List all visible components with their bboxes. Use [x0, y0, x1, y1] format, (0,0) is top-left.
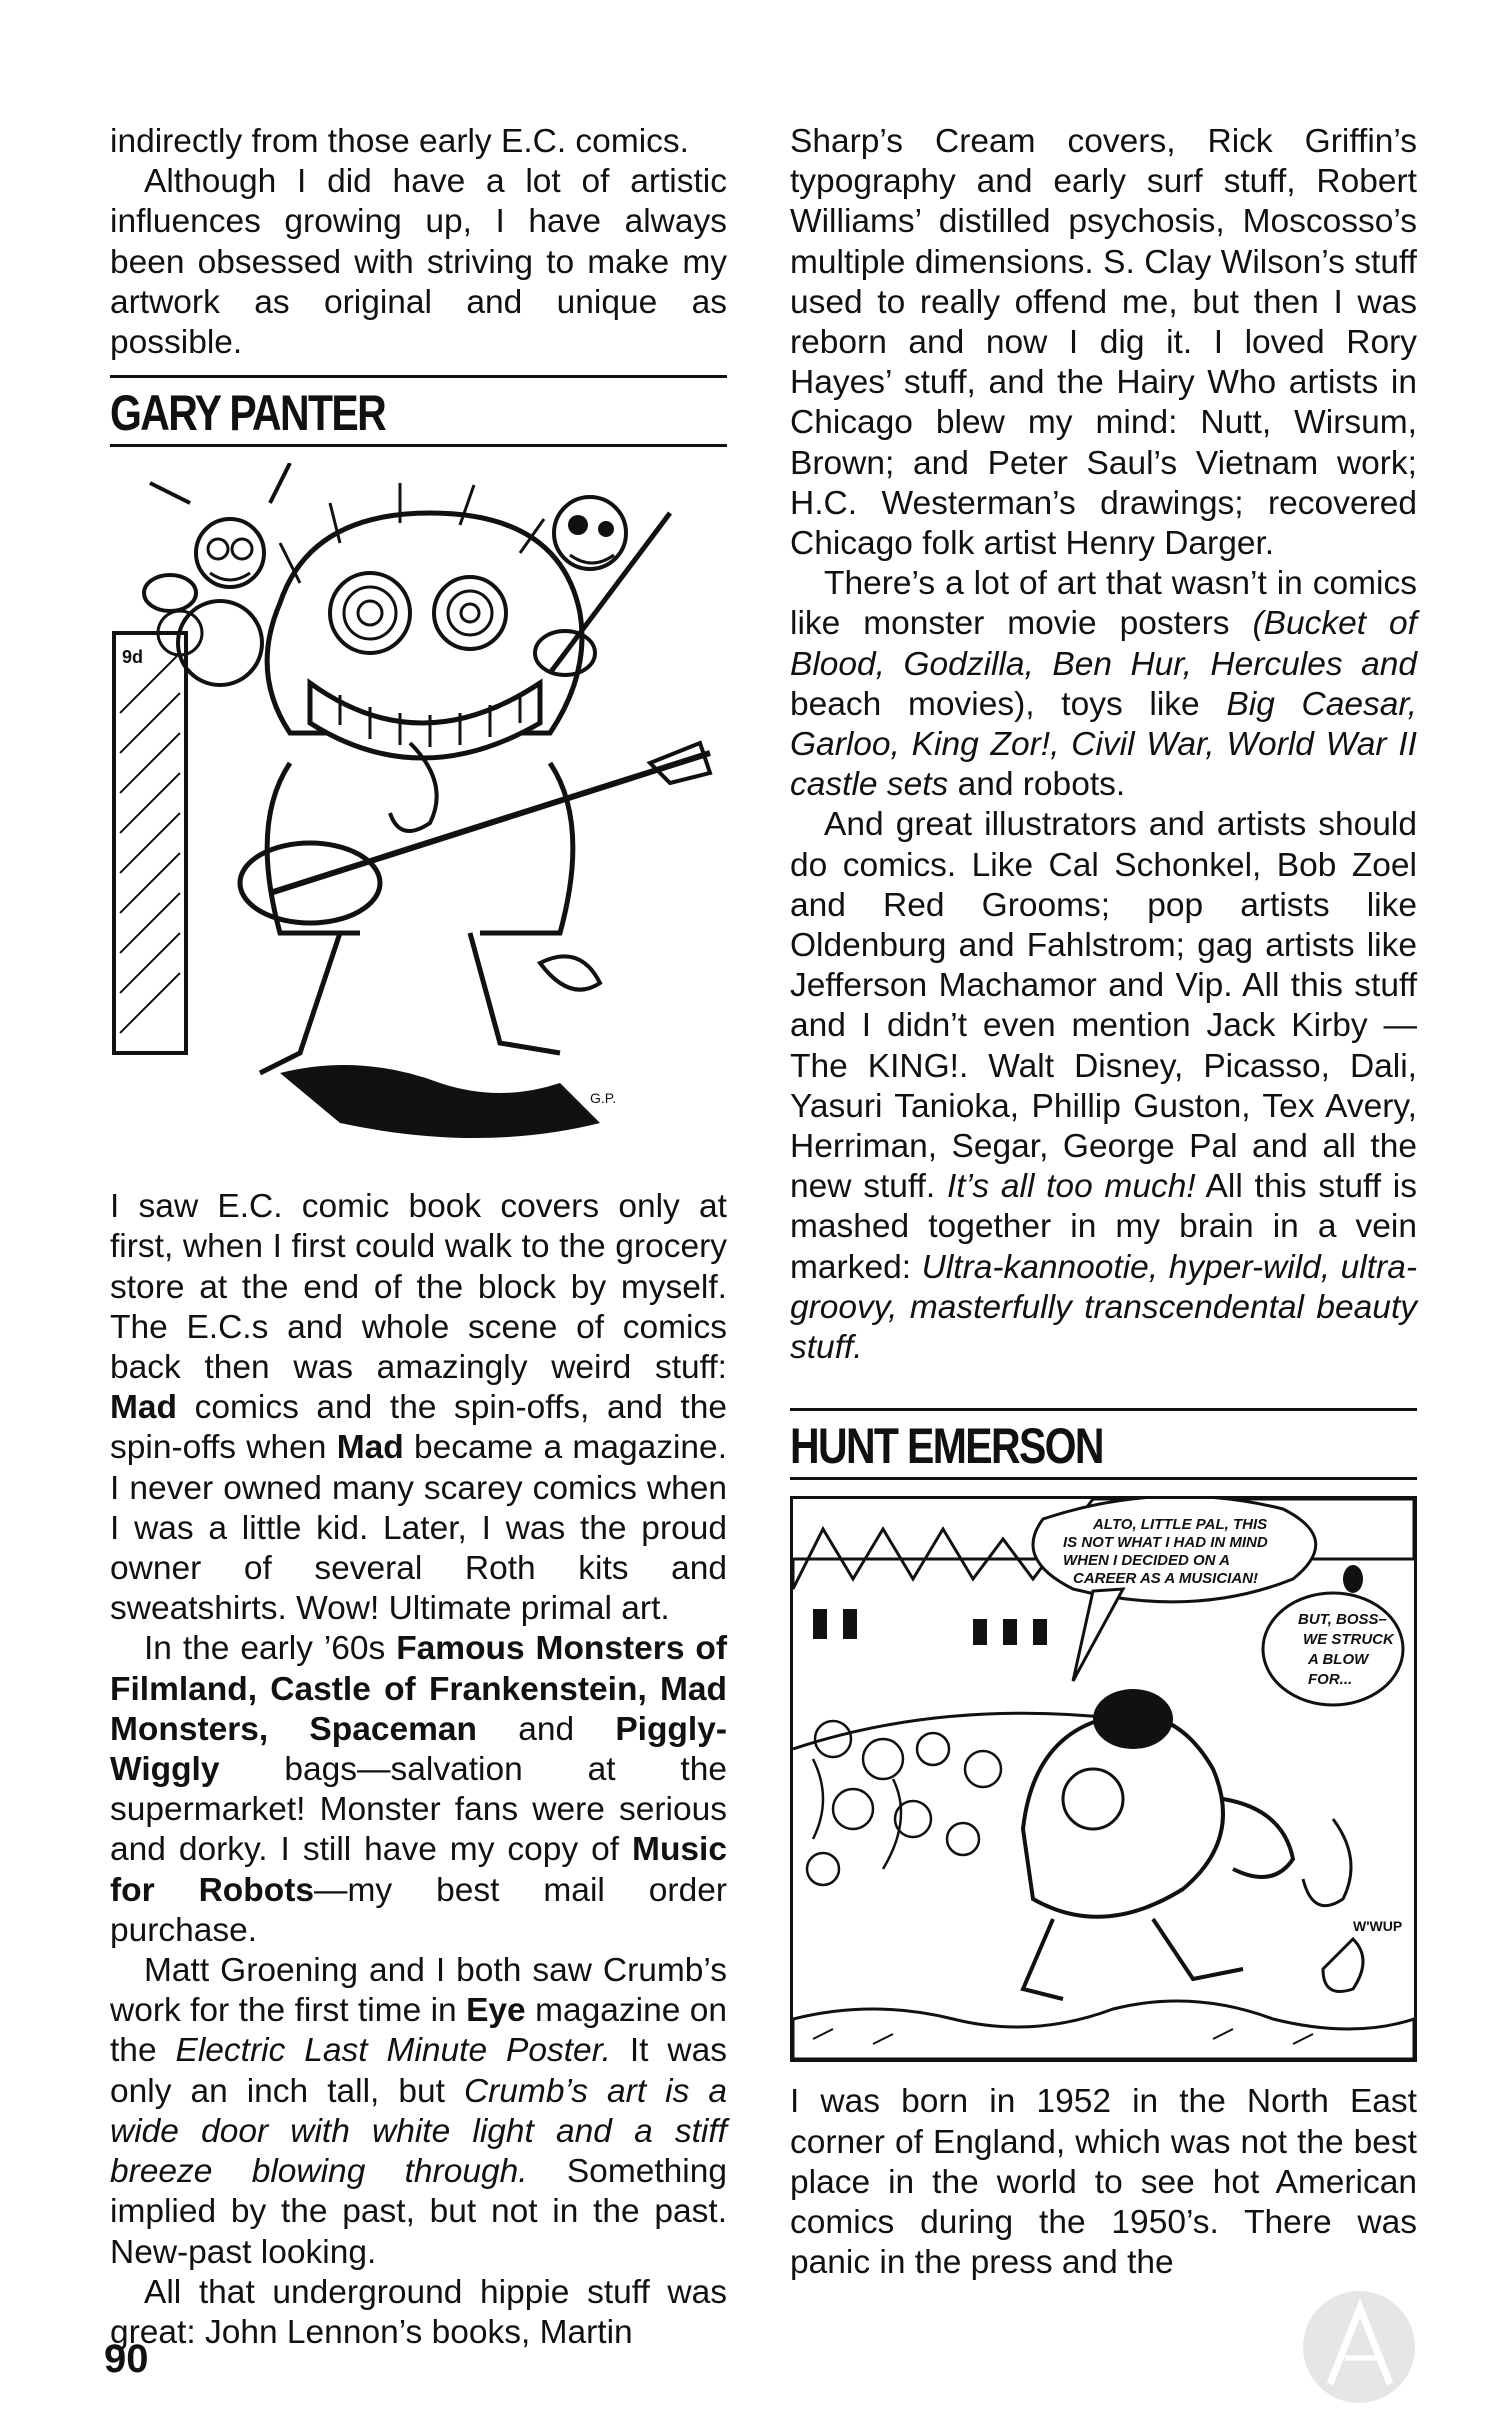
comic-sfx: W'WUP [1353, 1918, 1403, 1935]
balloon2-line3: A BLOW [1308, 1651, 1369, 1669]
gary-panter-illustration [110, 463, 727, 1153]
intro-line: indirectly from those early E.C. comics. [110, 123, 689, 160]
heading-text: GARY PANTER [110, 385, 386, 442]
panter-paragraph-4: All that underground hippie stuff was great: John Lennon’s books, Martin [110, 2273, 727, 2351]
balloon1-line3: WHEN I DECIDED ON A [1063, 1552, 1230, 1570]
hunt-emerson-heading [790, 1408, 1417, 1480]
panter-paragraph-5: Sharp’s Cream covers, Rick Griffin’s typography and early surf stuff, Robert Williams’ distilled psychosis, Moscosso’s multiple dimensions. S. Clay Wilson’s stuff used to really offend me, but then I was reborn and now I dig it. I loved Rory Hayes’ stuff, and the Hairy Who artists in Chicago blew my mind: Nutt, Wirsum, Brown; and Peter Saul’s Vietnam work; H.C. Westerman’s drawings; recovered Chicago folk artist Henry Darger. [790, 123, 1417, 563]
panter-paragraph-3: Matt Groening and I both saw Crumb’s work for the first time in Eye magazine on the Electric Last Minute Poster. It was only an inch tall, but Crumb’s art is a wide door with white light and a stiff breeze blowing through. Something implied by the past, but not in the past. New-past looking. [110, 1952, 727, 2271]
balloon2-line4: FOR... [1308, 1671, 1353, 1689]
emerson-paragraph-1: I was born in 1952 in the North East corner of England, which was not the best place in the world to see hot American comics during the 1950’s. There was panic in the press and the [790, 2083, 1417, 2282]
heading-text: HUNT EMERSON [790, 1418, 1103, 1475]
panter-paragraph-1: I saw E.C. comic book covers only at first, when I first could walk to the grocery store at the end of the block by myself. The E.C.s and whole scene of comics back then was amazingly weird stuff: Mad comics and the spin-offs, and the spin-offs when Mad became a magazine. I never owned many scarey comics when I was a little kid. Later, I was the proud owner of several Roth kits and sweatshirts. Wow! Ultimate primal art. [110, 1188, 727, 1628]
illustration-signature: G.P. [590, 1090, 617, 1107]
balloon1-line4: CAREER AS A MUSICIAN! [1073, 1570, 1259, 1588]
panter-paragraph-7: And great illustrators and artists should do comics. Like Cal Schonkel, Bob Zoel and Red Grooms; pop artists like Oldenburg and Fahlstrom; gag artists like Jefferson Machamor and Vip. All this stuff and I didn’t even mention Jack Kirby —The KING!. Walt Disney, Picasso, Dali, Yasuri Tanioka, Phillip Guston, Tex Avery, Herriman, Segar, George Pal and all the new stuff. It’s all too much! All this stuff is mashed together in my brain in a vein marked: Ultra-kannootie, hyper-wild, ultra-groovy, masterfully transcendental beauty stuff. [790, 806, 1417, 1367]
balloon2-line2: WE STRUCK [1303, 1631, 1394, 1649]
left-column [110, 122, 727, 2353]
intro-paragraph: Although I did have a lot of artistic influences growing up, I have always been obsessed with striving to make my artwork as original and unique as possible. [110, 163, 727, 362]
balloon1-line1: ALTO, LITTLE PAL, THIS [1093, 1516, 1268, 1534]
hunt-emerson-comic-panel [790, 1496, 1417, 2062]
panter-paragraph-2: In the early ’60s Famous Monsters of Filmland, Castle of Frankenstein, Mad Monsters, Spaceman and Piggly-Wiggly bags—salvation at the supermarket! Monster fans were serious and dorky. I still have my copy of Music for Robots—my best mail order purchase. [110, 1630, 727, 1949]
right-column [790, 122, 1417, 2283]
balloon2-line1: BUT, BOSS– [1298, 1611, 1387, 1629]
balloon1-line2: IS NOT WHAT I HAD IN MIND [1063, 1534, 1268, 1552]
panter-paragraph-6: There’s a lot of art that wasn’t in comics like monster movie posters (Bucket of Blood, Godzilla, Ben Hur, Hercules and beach movies), toys like Big Caesar, Garloo, King Zor!, Civil War, World War II castle sets and robots. [790, 565, 1417, 804]
page-number: 90 [104, 2337, 149, 2381]
gary-panter-heading [110, 375, 727, 447]
svg-text:9d: 9d [122, 647, 144, 668]
watermark-logo-icon [1300, 2288, 1418, 2406]
